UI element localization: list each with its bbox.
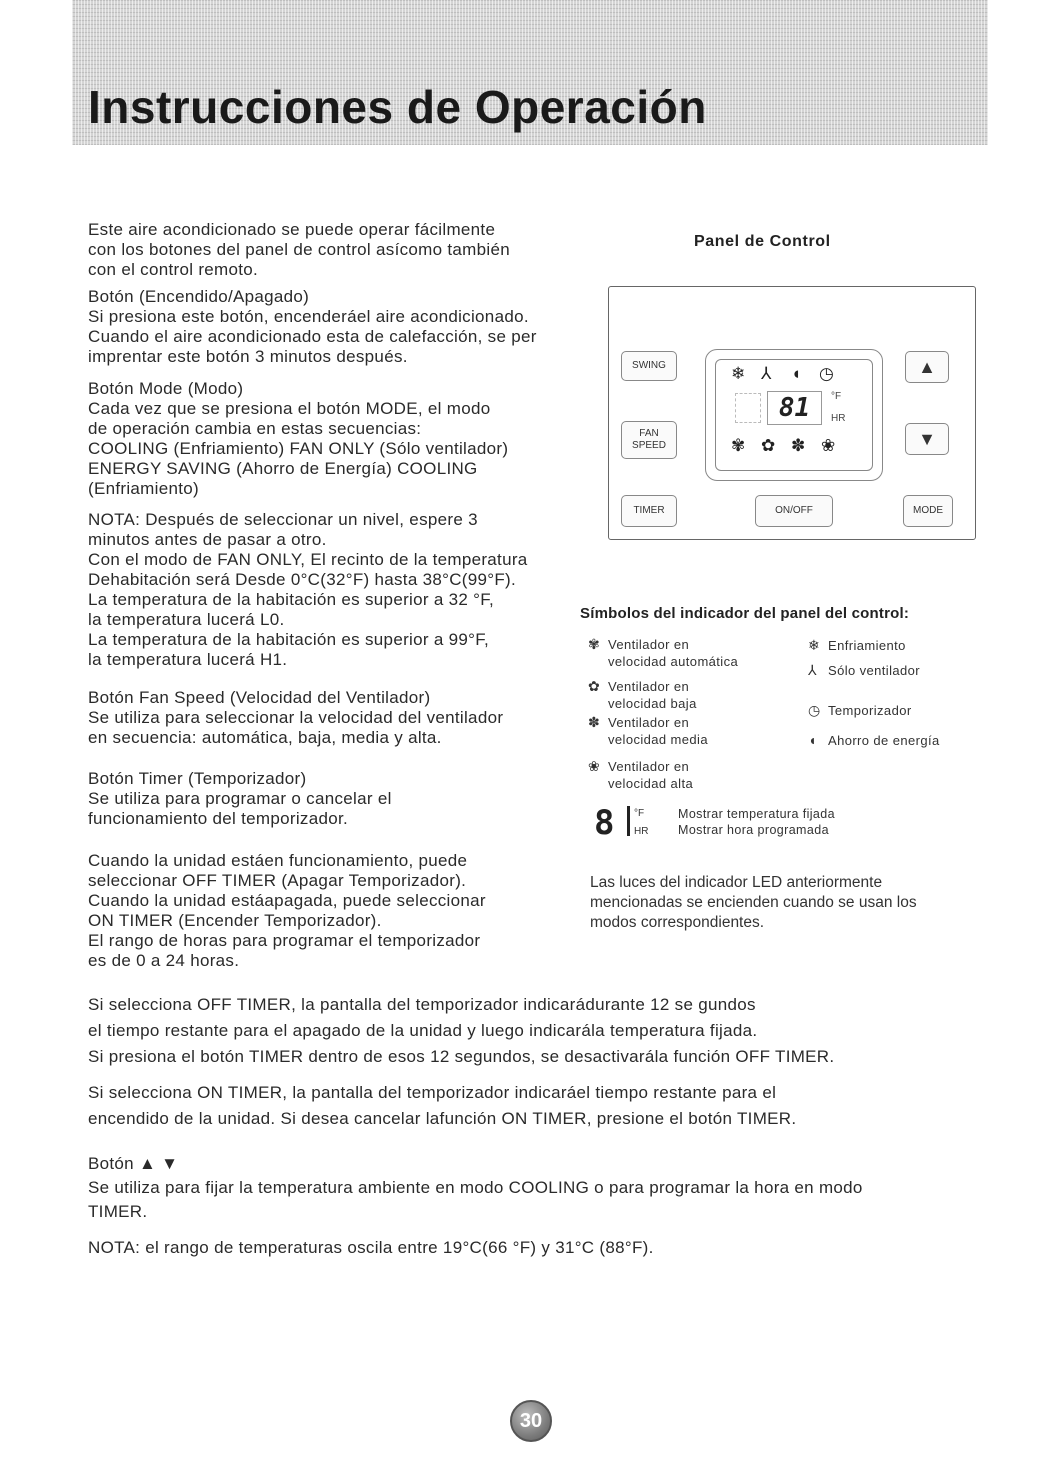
legend-timer: ◷ Temporizador: [808, 702, 912, 718]
text-line: encendido de la unidad. Si desea cancelar lafunción ON TIMER, presione el botón TIMER.: [88, 1109, 797, 1128]
text-line: el tiempo restante para el apagado de la unidad y luego indicarála temperatura fijada.: [88, 1021, 758, 1040]
text-line: La temperatura de la habitación es superior a 32 °F,: [88, 590, 495, 609]
text-line: ENERGY SAVING (Ahorro de Energía) COOLING: [88, 459, 478, 478]
fan-only-icon: ⅄: [808, 662, 817, 678]
timer-icon: ◷: [808, 702, 821, 718]
text-line: Cuando la unidad estáen funcionamiento, puede: [88, 851, 468, 870]
text-line: Botón Fan Speed (Velocidad del Ventilador): [88, 688, 431, 707]
speed-label: SPEED: [632, 440, 666, 451]
text-line: El rango de horas para programar el temporizador: [88, 931, 481, 950]
led-note: [590, 873, 917, 933]
legend-fan-only: ⅄ Sólo ventilador: [808, 662, 920, 678]
text-line: la temperatura lucerá L0.: [88, 610, 285, 629]
display-digits: 81: [767, 391, 822, 425]
control-panel-diagram: [608, 286, 976, 540]
text-line: con el control remoto.: [88, 260, 259, 279]
text-line: de operación cambia en estas secuencias:: [88, 419, 422, 438]
fan-speed-paragraph: [88, 688, 503, 748]
legend-cooling: ❄ Enfriamiento: [808, 637, 906, 653]
up-button[interactable]: ▲: [905, 351, 949, 383]
text-line: la temperatura lucerá H1.: [88, 650, 288, 669]
segment-digit-icon: 8: [594, 803, 615, 843]
text-line: mencionadas se encienden cuando se usan los: [590, 894, 917, 911]
text-line: Si presiona el botón TIMER dentro de esos 12 segundos, se desactivarála función OFF TIMER.: [88, 1047, 835, 1066]
text-line: Se utiliza para seleccionar la velocidad del ventilador: [88, 708, 504, 727]
legend-show-temp: Mostrar temperatura fijada: [678, 807, 835, 821]
fan-auto-icon: ✾: [731, 436, 746, 455]
text-line: funcionamiento del temporizador.: [88, 809, 349, 828]
fan-low-icon: ✿: [588, 678, 601, 694]
arrows-paragraph: [88, 1152, 863, 1224]
legend-fan-auto: ✾ Ventilador en velocidad automática: [588, 636, 739, 669]
fan-high-icon: ❀: [588, 758, 601, 774]
seg-unit-hr: HR: [634, 826, 649, 837]
mode-button[interactable]: MODE: [903, 495, 953, 527]
off-timer-paragraph: [88, 992, 834, 1070]
page-title: Instrucciones de Operación: [88, 81, 707, 133]
cooling-icon: ❄: [731, 364, 746, 383]
fan-high-icon: ❀: [821, 436, 836, 455]
text-line: Se utiliza para programar o cancelar el: [88, 789, 392, 808]
timer-use-paragraph: [88, 851, 486, 971]
timer-paragraph: [88, 769, 392, 829]
legend-fan-high: ❀ Ventilador en velocidad alta: [588, 758, 694, 791]
page-number-badge: 30: [510, 1400, 552, 1442]
text-line: La temperatura de la habitación es superior a 99°F,: [88, 630, 490, 649]
legend-fan-medium: ✽ Ventilador en velocidad media: [588, 714, 708, 747]
text-line: seleccionar OFF TIMER (Apagar Temporizador).: [88, 871, 467, 890]
bottom-nota: NOTA: el rango de temperaturas oscila entre 19°C(66 °F) y 31°C (88°F).: [88, 1238, 654, 1257]
down-button[interactable]: ▼: [905, 423, 949, 455]
legend-fan-low: ✿ Ventilador en velocidad baja: [588, 678, 697, 711]
fan-medium-icon: ✽: [588, 714, 601, 730]
text-line: Con el modo de FAN ONLY, El recinto de la temperatura: [88, 550, 528, 569]
swing-button[interactable]: SWING: [621, 351, 677, 381]
onoff-paragraph: [88, 287, 537, 367]
text-line: en secuencia: automática, baja, media y alta.: [88, 728, 442, 747]
text-line: (Enfriamiento): [88, 479, 199, 498]
text-line: modos correspondientes.: [590, 914, 765, 931]
seg-unit-f: °F: [634, 808, 645, 819]
unit-hr-label: HR: [831, 413, 846, 424]
control-panel-title: Panel de Control: [694, 233, 831, 250]
text-line: Botón Mode (Modo): [88, 379, 244, 398]
text-line: Este aire acondicionado se puede operar fácilmente: [88, 220, 496, 239]
intro-paragraph: [88, 220, 510, 280]
timer-icon: ◷: [819, 364, 834, 383]
fan-label: FAN: [639, 428, 659, 439]
nota-paragraph: [88, 510, 528, 670]
segment-bar-icon: [627, 806, 634, 836]
energy-saving-icon: ◖: [791, 364, 802, 383]
onoff-button[interactable]: ON/OFF: [755, 495, 833, 527]
text-line: TIMER.: [88, 1202, 148, 1221]
text-line: Botón Timer (Temporizador): [88, 769, 307, 788]
text-line: Se utiliza para fijar la temperatura ambiente en modo COOLING o para programar la hora en modo: [88, 1178, 863, 1197]
text-line: Cuando la unidad estáapagada, puede seleccionar: [88, 891, 486, 910]
fan-auto-icon: ✾: [588, 636, 601, 652]
text-line: ON TIMER (Encender Temporizador).: [88, 911, 382, 930]
text-line: es de 0 a 24 horas.: [88, 951, 240, 970]
fan-speed-button[interactable]: [621, 421, 677, 459]
mode-paragraph: [88, 379, 508, 499]
text-line: Si selecciona OFF TIMER, la pantalla del temporizador indicarádurante 12 se gundos: [88, 995, 756, 1014]
legend-energy: ◖ Ahorro de energía: [808, 732, 940, 748]
text-line: minutos antes de pasar a otro.: [88, 530, 327, 549]
text-line: imprentar este botón 3 minutos después.: [88, 347, 408, 366]
text-line: COOLING (Enfriamiento) FAN ONLY (Sólo ventilador): [88, 439, 509, 458]
text-line: NOTA: Después de seleccionar un nivel, espere 3: [88, 510, 478, 529]
text-line: Botón (Encendido/Apagado): [88, 287, 310, 306]
fan-low-icon: ✿: [761, 436, 776, 455]
timer-button[interactable]: TIMER: [621, 495, 677, 527]
text-line: Cuando el aire acondicionado esta de calefacción, se per: [88, 327, 537, 346]
energy-saving-icon: ◖: [808, 732, 817, 748]
text-line: Cada vez que se presiona el botón MODE, el modo: [88, 399, 491, 418]
text-line: Las luces del indicador LED anteriormente: [590, 874, 883, 891]
text-line: Si selecciona ON TIMER, la pantalla del temporizador indicaráel tiempo restante para el: [88, 1083, 777, 1102]
legend-show-time: Mostrar hora programada: [678, 823, 829, 837]
text-line: Botón ▲ ▼: [88, 1154, 179, 1173]
on-timer-paragraph: [88, 1080, 796, 1132]
header-banner: [72, 0, 988, 145]
display-blank-digit: [735, 393, 761, 423]
fan-only-icon: ⅄: [761, 364, 772, 383]
unit-f-label: °F: [831, 391, 842, 402]
fan-medium-icon: ✽: [791, 436, 806, 455]
text-line: Dehabitación será Desde 0°C(32°F) hasta 38°C(99°F).: [88, 570, 517, 589]
symbols-title: Símbolos del indicador del panel del control:: [580, 605, 910, 622]
text-line: con los botones del panel de control asícomo también: [88, 240, 510, 259]
text-line: Si presiona este botón, encenderáel aire acondicionado.: [88, 307, 529, 326]
cooling-icon: ❄: [808, 637, 821, 653]
